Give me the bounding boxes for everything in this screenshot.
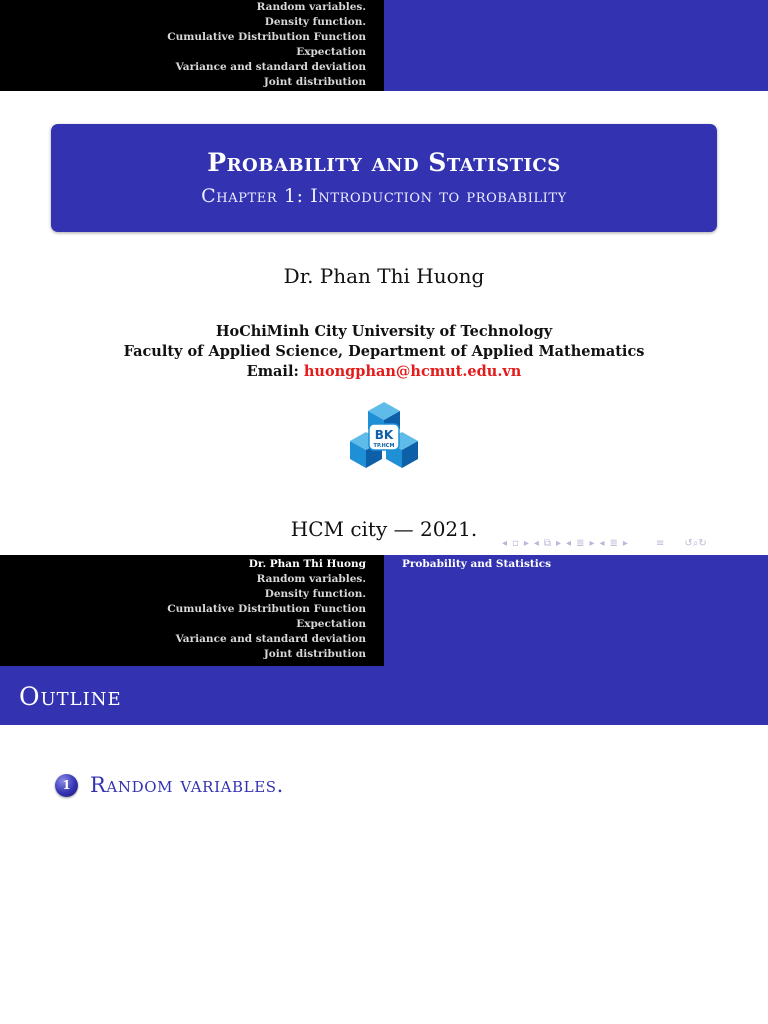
headline-bar-bottom [0, 555, 768, 666]
presentation-date: HCM city — 2021. [290, 517, 478, 541]
toc-number-ball: 1 [55, 774, 78, 797]
nav-left-arrow-icon[interactable]: ◂ [599, 537, 605, 549]
frame-title: Outline [0, 666, 768, 725]
nav-left-arrow-icon[interactable]: ◂ [502, 537, 508, 549]
headline-right-panel [384, 0, 768, 91]
headline-bar-top [0, 0, 768, 91]
university-logo [348, 400, 420, 470]
headline-right-panel [384, 555, 768, 666]
headline-title: Probability and Statistics [402, 558, 552, 570]
headline-section-link[interactable]: Cumulative Distribution Function [167, 31, 366, 43]
headline-section-link[interactable]: Joint distribution [263, 648, 366, 660]
navigation-symbols [502, 536, 764, 550]
author-name: Dr. Phan Thi Huong [283, 264, 485, 288]
headline-section-link[interactable]: Cumulative Distribution Function [167, 603, 366, 615]
logo-text: BK [374, 428, 394, 442]
headline-section-link[interactable]: Variance and standard deviation [175, 61, 366, 73]
faculty-name: Faculty of Applied Science, Department of Applied Mathematics [123, 343, 645, 360]
nav-right-arrow-icon[interactable]: ▸ [622, 537, 628, 549]
email-link[interactable]: huongphan@hcmut.edu.vn [303, 363, 522, 380]
institution-name: HoChiMinh City University of Technology [215, 323, 553, 340]
headline-section-link[interactable]: Variance and standard deviation [175, 633, 366, 645]
headline-section-list [0, 0, 384, 91]
toc-label: Random variables. [90, 773, 284, 797]
headline-section-link[interactable]: Random variables. [256, 1, 366, 13]
section-icon[interactable]: ≣ [609, 537, 618, 549]
headline-section-list [0, 555, 384, 666]
headline-section-link[interactable]: Density function. [264, 588, 366, 600]
nav-left-arrow-icon[interactable]: ◂ [566, 537, 572, 549]
nav-right-arrow-icon[interactable]: ▸ [556, 537, 562, 549]
nav-right-arrow-icon[interactable]: ▸ [523, 537, 529, 549]
toc-item[interactable] [55, 773, 284, 797]
nav-right-arrow-icon[interactable]: ▸ [589, 537, 595, 549]
headline-section-link[interactable]: Density function. [264, 16, 366, 28]
title-block [51, 124, 717, 232]
subsection-icon[interactable]: ⧉ [543, 537, 552, 549]
email-label: Email: [246, 363, 299, 380]
headline-section-link[interactable]: Expectation [296, 46, 366, 58]
headline-section-link[interactable]: Expectation [296, 618, 366, 630]
institution-block [0, 322, 768, 382]
headline-section-link[interactable]: Joint distribution [263, 76, 366, 88]
search-icon[interactable]: ↺⌕↻ [684, 537, 707, 549]
headline-author: Dr. Phan Thi Huong [248, 558, 366, 570]
frame-icon[interactable]: ▫ [512, 537, 519, 549]
presentation-title: Probability and Statistics [207, 148, 561, 177]
align-icon[interactable]: ≡ [655, 537, 665, 549]
presentation-subtitle: Chapter 1: Introduction to probability [201, 185, 567, 207]
nav-left-arrow-icon[interactable]: ◂ [533, 537, 539, 549]
logo-subtext: TP.HCM [373, 443, 395, 449]
section-icon[interactable]: ≣ [576, 537, 585, 549]
email-line [0, 362, 768, 382]
headline-section-link[interactable]: Random variables. [256, 573, 366, 585]
